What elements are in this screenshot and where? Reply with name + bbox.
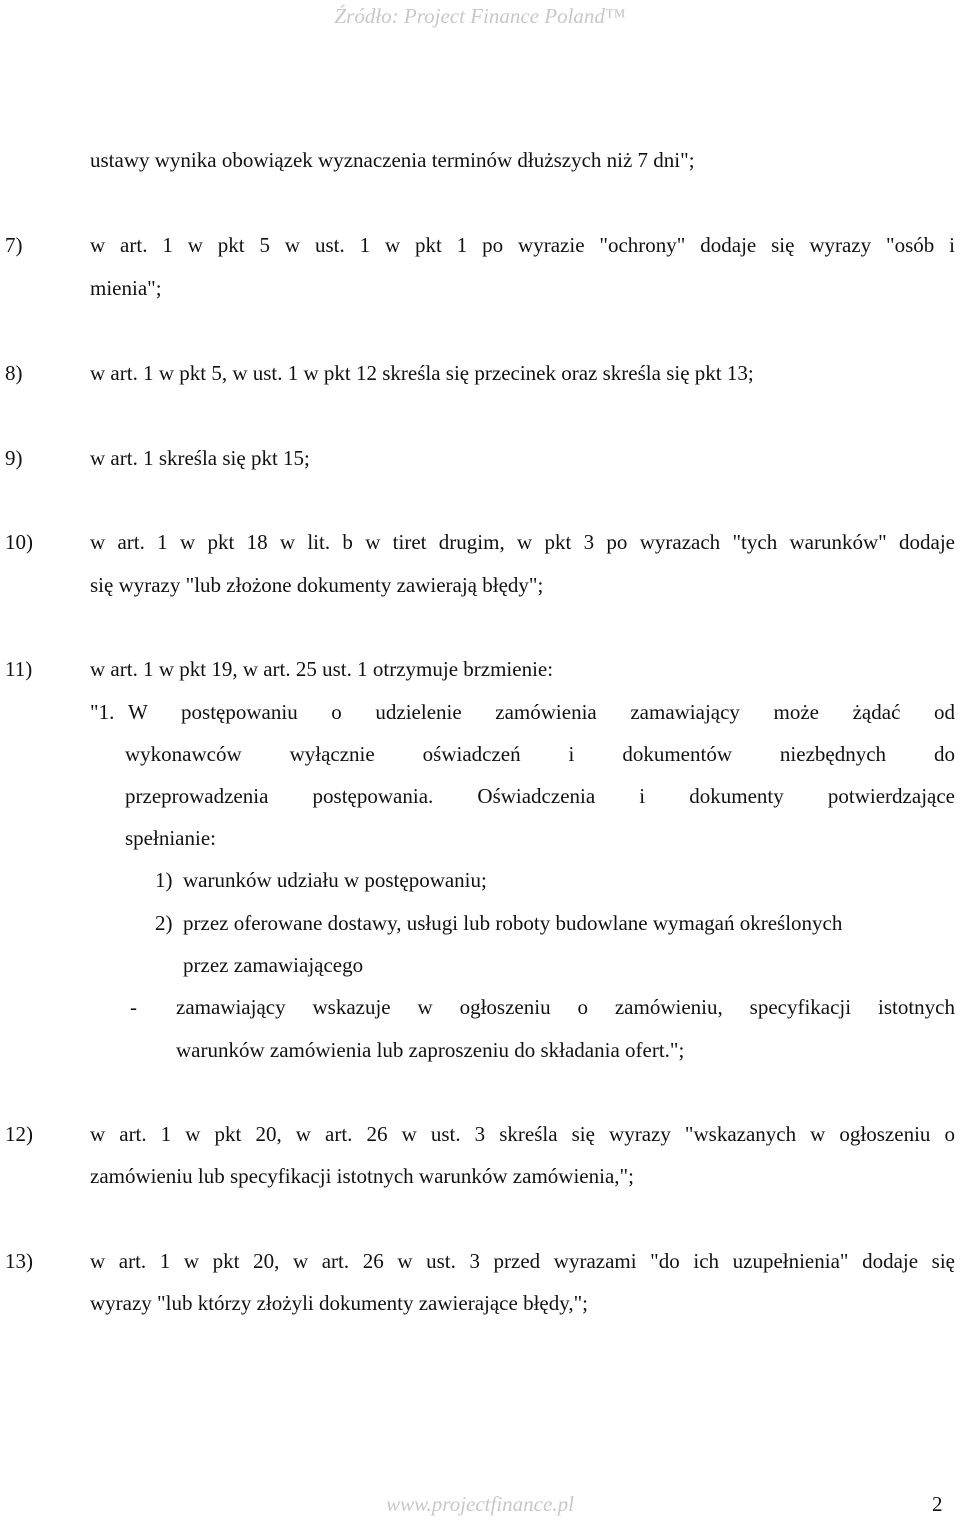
page-number: 2 (932, 1492, 943, 1516)
page-header: Źródło: Project Finance Poland™ (334, 4, 626, 28)
item-number: 9) (5, 446, 23, 470)
item-text: mienia"; (90, 276, 162, 300)
item-number: 8) (5, 361, 23, 385)
dash-text: warunków zamówienia lub zaproszeniu do składania ofert."; (176, 1038, 685, 1062)
sub-item-text: przez oferowane dostawy, usługi lub roboty budowlane wymagań określonych (183, 911, 843, 935)
item-number: 11) (5, 657, 33, 681)
sub-item-text: warunków udziału w postępowaniu; (183, 868, 487, 892)
item-text: wyrazy "lub którzy złożyli dokumenty zawierające błędy,"; (90, 1291, 589, 1315)
quote-lead: "1. (90, 700, 115, 724)
item-text: w art. 1 skreśla się pkt 15; (90, 446, 310, 470)
quote-text: wykonawców wyłącznie oświadczeń i dokumentów niezbędnych do (125, 742, 955, 766)
quote-text: W postępowaniu o udzielenie zamówienia zamawiający może żądać od (128, 700, 955, 724)
item-number: 12) (5, 1122, 33, 1146)
dash-mark: - (130, 995, 137, 1019)
sub-item-number: 1) (155, 868, 173, 892)
continuation-text: ustawy wynika obowiązek wyznaczenia terminów dłuższych niż 7 dni"; (90, 148, 695, 172)
sub-item-text: przez zamawiającego (183, 953, 364, 977)
quote-text: spełnianie: (125, 826, 216, 850)
item-number: 13) (5, 1249, 33, 1273)
sub-item-number: 2) (155, 911, 173, 935)
item-number: 7) (5, 233, 23, 257)
dash-text: zamawiający wskazuje w ogłoszeniu o zamówieniu, specyfikacji istotnych (176, 995, 955, 1019)
item-text: w art. 1 w pkt 19, w art. 25 ust. 1 otrzymuje brzmienie: (90, 657, 554, 681)
item-text: w art. 1 w pkt 5 w ust. 1 w pkt 1 po wyrazie "ochrony" dodaje się wyrazy "osób i (90, 233, 955, 257)
item-text: w art. 1 w pkt 20, w art. 26 w ust. 3 przed wyrazami "do ich uzupełnienia" dodaje się (90, 1249, 955, 1273)
item-number: 10) (5, 530, 33, 554)
quote-text: przeprowadzenia postępowania. Oświadczenia i dokumenty potwierdzające (125, 784, 955, 808)
footer-url: www.projectfinance.pl (386, 1492, 574, 1516)
item-text: w art. 1 w pkt 5, w ust. 1 w pkt 12 skreśla się przecinek oraz skreśla się pkt 13; (90, 361, 754, 385)
item-text: w art. 1 w pkt 18 w lit. b w tiret drugim, w pkt 3 po wyrazach "tych warunków" dodaje (90, 530, 955, 554)
item-text: się wyrazy "lub złożone dokumenty zawierają błędy"; (90, 573, 544, 597)
item-text: w art. 1 w pkt 20, w art. 26 w ust. 3 skreśla się wyrazy "wskazanych w ogłoszeniu o (90, 1122, 955, 1146)
item-text: zamówieniu lub specyfikacji istotnych warunków zamówienia,"; (90, 1164, 634, 1188)
